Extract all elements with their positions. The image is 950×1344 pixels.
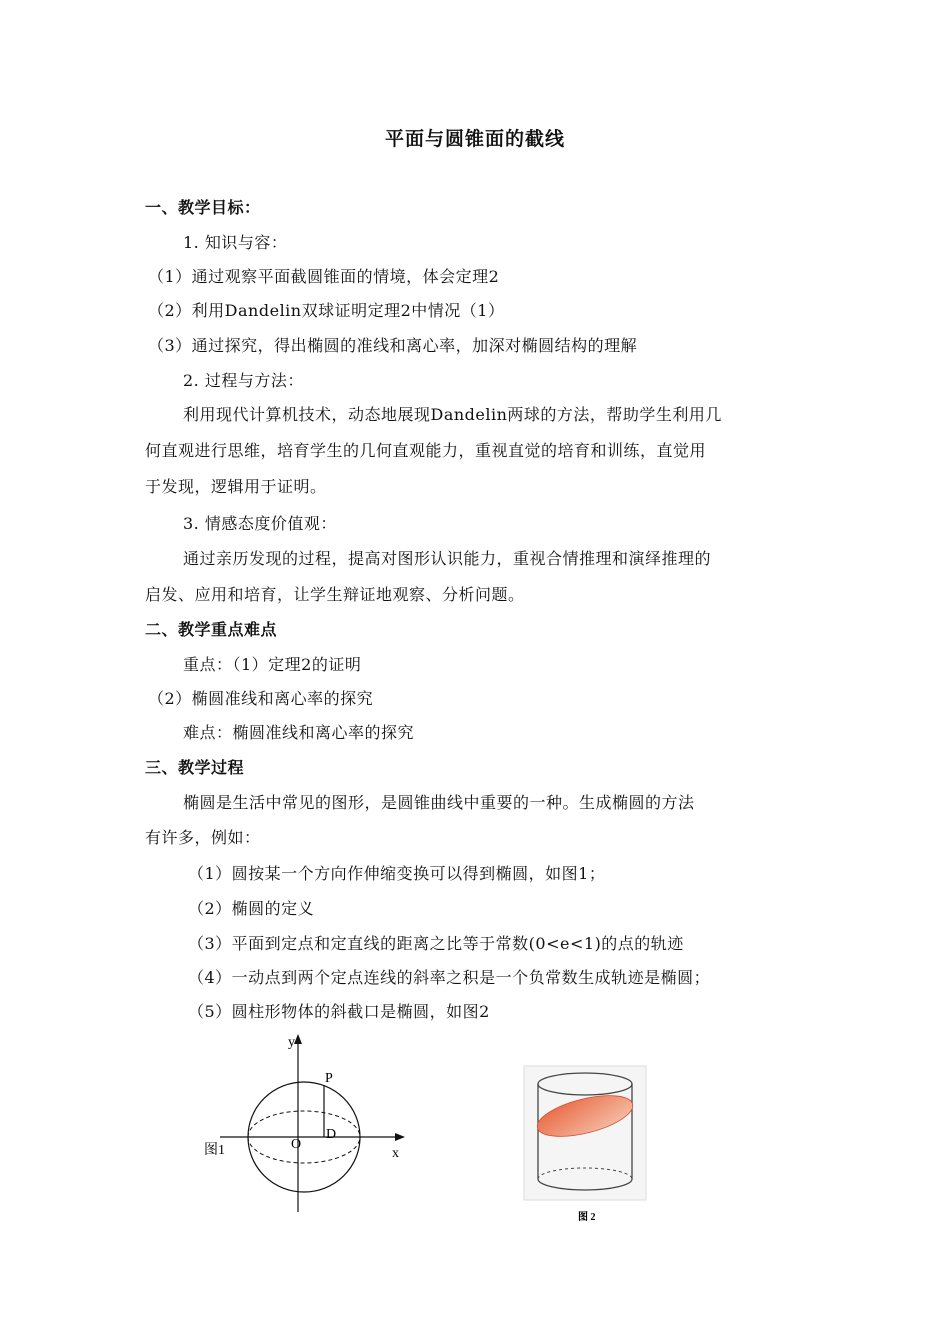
paragraph-line: 椭圆是生活中常见的图形，是圆锥曲线中重要的一种。生成椭圆的方法	[183, 793, 695, 812]
paragraph-line: 通过亲历发现的过程，提高对图形认识能力，重视合情推理和演绎推理的	[183, 549, 712, 568]
paragraph-line: 难点：椭圆准线和离心率的探究	[183, 723, 415, 742]
paragraph-line: （3）通过探究，得出椭圆的准线和离心率，加深对椭圆结构的理解	[148, 336, 638, 355]
ellipse-upper-dashed	[248, 1111, 360, 1137]
document-title: 平面与圆锥面的截线	[384, 128, 565, 150]
section-heading-process: 三、教学过程	[145, 758, 245, 777]
subheading-process: 2. 过程与方法：	[183, 371, 304, 390]
list-item: （1）圆按某一个方向作伸缩变换可以得到椭圆，如图1；	[188, 864, 606, 883]
paragraph-line: （1）通过观察平面截圆锥面的情境，体会定理2	[148, 267, 500, 286]
list-item: （2）椭圆的定义	[188, 899, 315, 918]
paragraph-line: 于发现，逻辑用于证明。	[145, 477, 327, 496]
paragraph-line: （2）利用Dandelin双球证明定理2中情况（1）	[148, 301, 505, 320]
label-x: x	[392, 1146, 399, 1161]
list-item: （3）平面到定点和定直线的距离之比等于常数(0<e<1)的点的轨迹	[188, 934, 684, 953]
list-item: （5）圆柱形物体的斜截口是椭圆，如图2	[188, 1002, 490, 1021]
label-p: P	[325, 1071, 333, 1086]
subheading-values: 3. 情感态度价值观：	[183, 514, 337, 533]
subheading-knowledge: 1. 知识与容：	[183, 233, 288, 252]
figure-2-caption: 图 2	[578, 1212, 596, 1223]
label-y: y	[288, 1035, 295, 1050]
section-heading-objectives: 一、教学目标：	[145, 198, 261, 217]
label-o: O	[291, 1137, 302, 1152]
figure-1-caption: 图1	[204, 1143, 225, 1158]
figure-1-ellipse-diagram	[200, 1030, 420, 1215]
paragraph-line: 有许多，例如：	[145, 828, 261, 847]
ellipse-lower-dashed	[248, 1137, 360, 1163]
section-heading-key-points: 二、教学重点难点	[145, 620, 278, 639]
x-axis-arrow	[395, 1133, 405, 1141]
paragraph-line: 利用现代计算机技术，动态地展现Dandelin两球的方法，帮助学生利用几	[183, 405, 722, 424]
label-d: D	[326, 1127, 337, 1142]
paragraph-line: （2）椭圆准线和离心率的探究	[148, 689, 374, 708]
figure-2-cylinder-diagram	[520, 1064, 650, 1232]
paragraph-line: 重点：（1）定理2的证明	[183, 655, 362, 674]
paragraph-line: 何直观进行思维，培育学生的几何直观能力，重视直觉的培育和训练，直觉用	[145, 441, 707, 460]
paragraph-line: 启发、应用和培育，让学生辩证地观察、分析问题。	[145, 585, 525, 604]
y-axis-arrow	[294, 1034, 302, 1044]
list-item: （4）一动点到两个定点连线的斜率之积是一个负常数生成轨迹是椭圆；	[188, 968, 711, 987]
